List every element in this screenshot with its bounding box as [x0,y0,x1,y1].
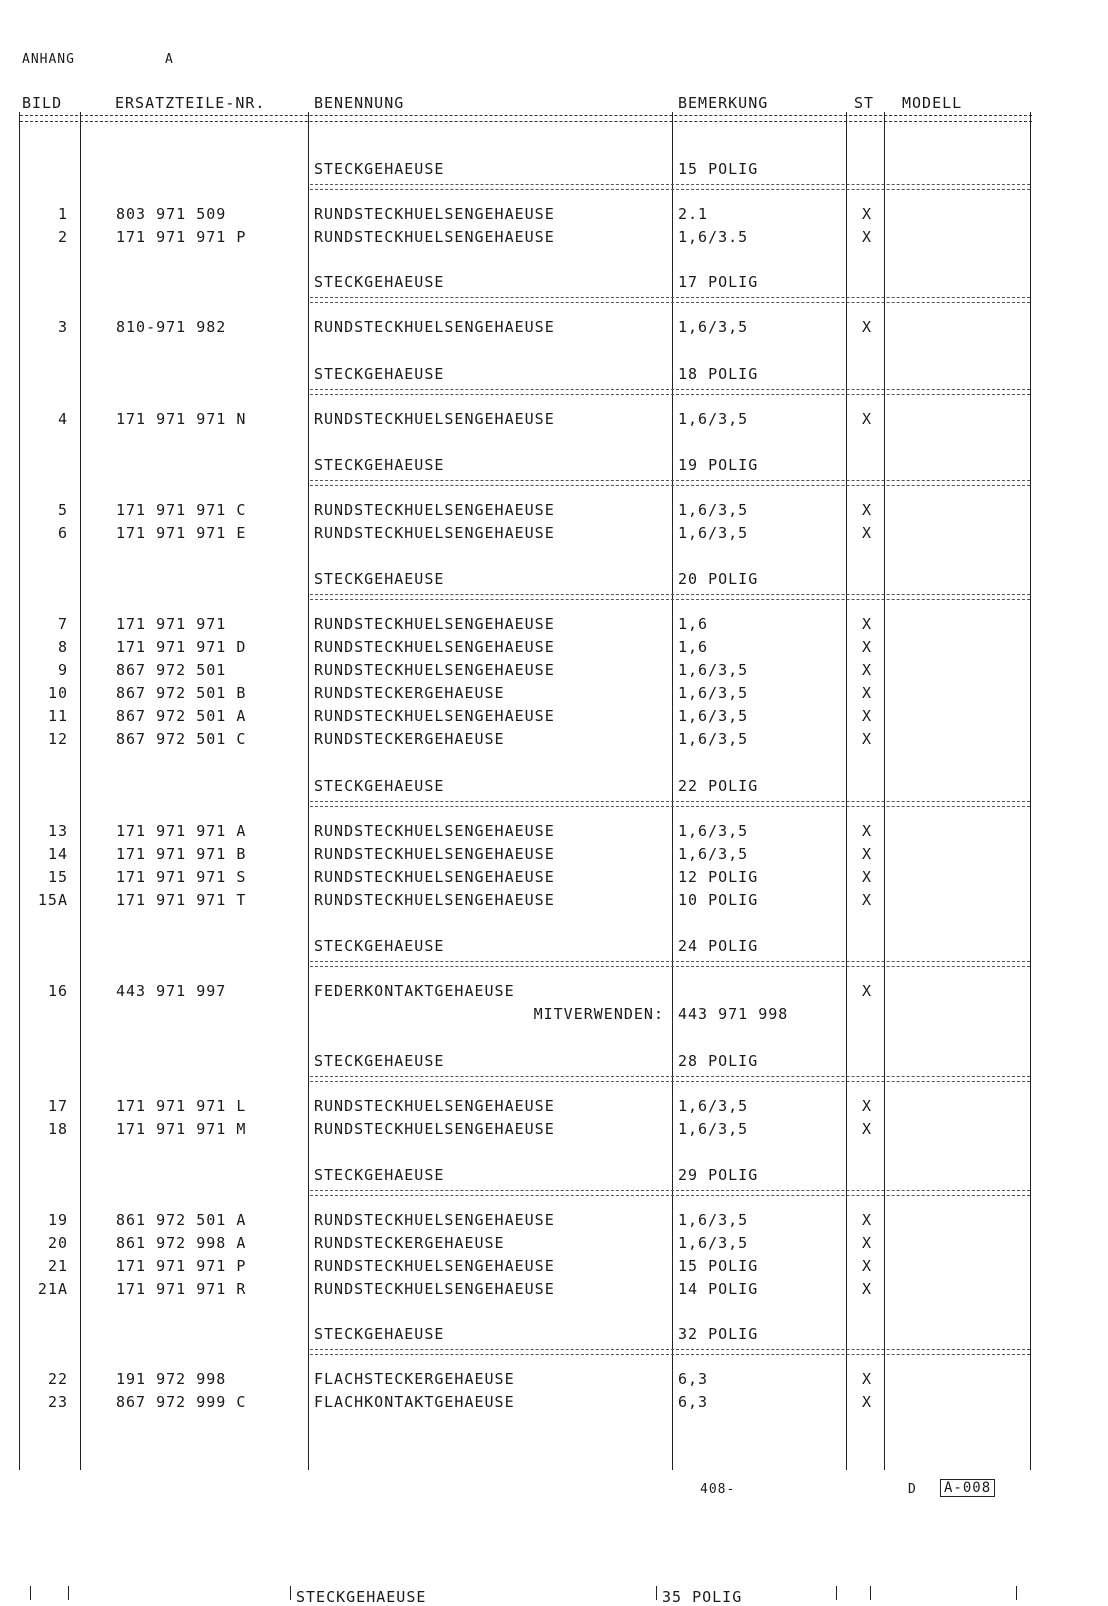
document-code-badge: A-008 [940,1479,995,1497]
column-header-bild: BILD [22,94,63,112]
row-benennung: RUNDSTECKHUELSENGEHAEUSE [314,707,555,725]
row-st: X [862,1120,873,1138]
row-benennung: FLACHSTECKERGEHAEUSE [314,1370,515,1388]
row-benennung: RUNDSTECKERGEHAEUSE [314,730,505,748]
row-bemerkung: 6,3 [678,1393,709,1411]
row-bemerkung: 12 POLIG [678,868,759,886]
group-name: STECKGEHAEUSE [314,160,445,178]
row-bemerkung: 1,6/3,5 [678,1234,749,1252]
row-st: X [862,1393,873,1411]
row-part-number: 867 972 501 B [116,684,247,702]
row-bild: 21 [47,1257,68,1275]
row-st: X [862,1097,873,1115]
column-rule [80,112,81,1470]
column-rule [308,112,309,1470]
anhang-label: ANHANG [22,52,75,67]
row-bemerkung: 1,6/3,5 [678,845,749,863]
row-bemerkung: 2.1 [678,205,709,223]
row-bemerkung: 10 POLIG [678,891,759,909]
row-benennung: RUNDSTECKHUELSENGEHAEUSE [314,1097,555,1115]
row-part-number: 171 971 971 L [116,1097,247,1115]
row-bemerkung: 443 971 998 [678,1005,789,1023]
row-benennung: FEDERKONTAKTGEHAEUSE [314,982,515,1000]
group-name: STECKGEHAEUSE [314,365,445,383]
column-rule [1016,1586,1017,1600]
row-st: X [862,1257,873,1275]
row-bild: 11 [47,707,68,725]
row-benennung: RUNDSTECKHUELSENGEHAEUSE [314,1280,555,1298]
row-bild: 14 [47,845,68,863]
row-part-number: 171 971 971 R [116,1280,247,1298]
page-number: 408- [700,1482,736,1497]
row-bemerkung: 1,6/3,5 [678,524,749,542]
row-part-number: 171 971 971 M [116,1120,247,1138]
column-header-bemerkung: BEMERKUNG [678,94,769,112]
row-st: X [862,1280,873,1298]
row-st: X [862,730,873,748]
group-name: STECKGEHAEUSE [314,570,445,588]
row-part-number: 171 971 971 N [116,410,247,428]
row-st: X [862,891,873,909]
row-part-number: 861 972 998 A [116,1234,247,1252]
row-benennung: RUNDSTECKERGEHAEUSE [314,1234,505,1252]
column-rule [68,1586,69,1600]
row-part-number: 171 971 971 P [116,1257,247,1275]
group-remark: 24 POLIG [678,937,759,955]
row-bild: 8 [57,638,68,656]
row-bild: 15 [47,868,68,886]
column-header-modell: MODELL [902,94,963,112]
group-separator [310,184,1030,190]
row-bemerkung: 15 POLIG [678,1257,759,1275]
row-bemerkung: 1,6/3,5 [678,501,749,519]
row-bemerkung: 1,6/3,5 [678,318,749,336]
group-separator [310,389,1030,395]
row-benennung: RUNDSTECKHUELSENGEHAEUSE [314,524,555,542]
group-separator [310,801,1030,807]
row-benennung: RUNDSTECKHUELSENGEHAEUSE [314,1211,555,1229]
row-st: X [862,707,873,725]
group-separator [310,594,1030,600]
row-bild: 15A [37,891,68,909]
row-benennung: RUNDSTECKHUELSENGEHAEUSE [314,891,555,909]
language-code: D [908,1482,917,1497]
row-st: X [862,868,873,886]
group-separator [310,1076,1030,1082]
row-part-number: 171 971 971 [116,615,227,633]
row-benennung: RUNDSTECKHUELSENGEHAEUSE [314,228,555,246]
row-part-number: 861 972 501 A [116,1211,247,1229]
group-remark: 32 POLIG [678,1325,759,1343]
row-bemerkung: 1,6/3,5 [678,1097,749,1115]
row-part-number: 171 971 971 P [116,228,247,246]
group-name: STECKGEHAEUSE [314,456,445,474]
group-remark: 15 POLIG [678,160,759,178]
column-rule [290,1586,291,1600]
row-bild: 5 [57,501,68,519]
row-part-number: 171 971 971 E [116,524,247,542]
row-st: X [862,228,873,246]
row-part-number: 867 972 501 [116,661,227,679]
row-st: X [862,615,873,633]
row-benennung: RUNDSTECKHUELSENGEHAEUSE [314,868,555,886]
row-benennung: FLACHKONTAKTGEHAEUSE [314,1393,515,1411]
row-benennung: RUNDSTECKHUELSENGEHAEUSE [314,501,555,519]
group-name: STECKGEHAEUSE [314,273,445,291]
row-bild: 12 [47,730,68,748]
row-bild: 6 [57,524,68,542]
row-bild: 18 [47,1120,68,1138]
row-benennung: MITVERWENDEN: [533,1005,664,1023]
row-benennung: RUNDSTECKHUELSENGEHAEUSE [314,318,555,336]
row-benennung: RUNDSTECKHUELSENGEHAEUSE [314,1120,555,1138]
row-part-number: 171 971 971 C [116,501,247,519]
row-benennung: RUNDSTECKERGEHAEUSE [314,684,505,702]
row-bild: 7 [57,615,68,633]
column-rule [846,112,847,1470]
row-bild: 13 [47,822,68,840]
group-separator [310,961,1030,967]
row-st: X [862,822,873,840]
column-rule [870,1586,871,1600]
row-st: X [862,318,873,336]
row-bemerkung: 1,6/3,5 [678,661,749,679]
row-st: X [862,661,873,679]
row-st: X [862,524,873,542]
row-part-number: 171 971 971 D [116,638,247,656]
row-st: X [862,684,873,702]
row-bild: 4 [57,410,68,428]
row-st: X [862,845,873,863]
next-group-remark: 35 POLIG [662,1588,743,1606]
group-remark: 17 POLIG [678,273,759,291]
row-part-number: 443 971 997 [116,982,227,1000]
row-bild: 3 [57,318,68,336]
group-separator [310,297,1030,303]
row-benennung: RUNDSTECKHUELSENGEHAEUSE [314,205,555,223]
column-rule [1030,112,1031,1470]
group-name: STECKGEHAEUSE [314,1052,445,1070]
row-benennung: RUNDSTECKHUELSENGEHAEUSE [314,615,555,633]
row-part-number: 171 971 971 A [116,822,247,840]
row-benennung: RUNDSTECKHUELSENGEHAEUSE [314,638,555,656]
row-bild: 9 [57,661,68,679]
row-bild: 1 [57,205,68,223]
row-st: X [862,410,873,428]
row-part-number: 171 971 971 T [116,891,247,909]
row-benennung: RUNDSTECKHUELSENGEHAEUSE [314,822,555,840]
group-remark: 28 POLIG [678,1052,759,1070]
group-remark: 20 POLIG [678,570,759,588]
row-part-number: 867 972 501 C [116,730,247,748]
group-name: STECKGEHAEUSE [314,1166,445,1184]
column-header-benennung: BENENNUNG [314,94,405,112]
row-bild: 10 [47,684,68,702]
row-bemerkung: 1,6/3,5 [678,1120,749,1138]
column-header-ersatzteile-nr: ERSATZTEILE-NR. [115,94,266,112]
row-part-number: 810-971 982 [116,318,227,336]
row-bild: 23 [47,1393,68,1411]
row-bemerkung: 1,6/3,5 [678,730,749,748]
row-st: X [862,982,873,1000]
row-bild: 16 [47,982,68,1000]
row-benennung: RUNDSTECKHUELSENGEHAEUSE [314,410,555,428]
group-name: STECKGEHAEUSE [314,777,445,795]
row-st: X [862,1211,873,1229]
group-remark: 19 POLIG [678,456,759,474]
row-part-number: 803 971 509 [116,205,227,223]
row-st: X [862,1234,873,1252]
row-bild: 2 [57,228,68,246]
row-bemerkung: 1,6/3,5 [678,410,749,428]
group-separator [310,1190,1030,1196]
row-part-number: 867 972 999 C [116,1393,247,1411]
column-rule [884,112,885,1470]
column-header-st: ST [854,94,875,112]
group-name: STECKGEHAEUSE [314,1325,445,1343]
row-bemerkung: 1,6 [678,638,709,656]
row-part-number: 867 972 501 A [116,707,247,725]
column-rule [656,1586,657,1600]
column-rule [672,112,673,1470]
row-st: X [862,501,873,519]
row-bild: 21A [37,1280,68,1298]
header-separator [20,115,1032,122]
group-separator [310,480,1030,486]
group-remark: 18 POLIG [678,365,759,383]
anhang-value: A [165,52,174,67]
row-benennung: RUNDSTECKHUELSENGEHAEUSE [314,845,555,863]
row-part-number: 171 971 971 B [116,845,247,863]
row-bild: 22 [47,1370,68,1388]
row-part-number: 171 971 971 S [116,868,247,886]
row-bild: 17 [47,1097,68,1115]
row-bemerkung: 1,6/3,5 [678,1211,749,1229]
row-st: X [862,638,873,656]
row-benennung: RUNDSTECKHUELSENGEHAEUSE [314,661,555,679]
column-rule [836,1586,837,1600]
row-st: X [862,205,873,223]
row-bemerkung: 1,6/3.5 [678,228,749,246]
row-bild: 19 [47,1211,68,1229]
group-remark: 29 POLIG [678,1166,759,1184]
row-bemerkung: 1,6/3,5 [678,707,749,725]
row-bemerkung: 1,6/3,5 [678,822,749,840]
group-name: STECKGEHAEUSE [314,937,445,955]
row-bemerkung: 6,3 [678,1370,709,1388]
column-rule [30,1586,31,1600]
row-bemerkung: 1,6 [678,615,709,633]
row-bemerkung: 1,6/3,5 [678,684,749,702]
row-bild: 20 [47,1234,68,1252]
row-benennung: RUNDSTECKHUELSENGEHAEUSE [314,1257,555,1275]
row-part-number: 191 972 998 [116,1370,227,1388]
next-group-name: STECKGEHAEUSE [296,1588,427,1606]
group-separator [310,1349,1030,1355]
group-remark: 22 POLIG [678,777,759,795]
row-st: X [862,1370,873,1388]
row-bemerkung: 14 POLIG [678,1280,759,1298]
